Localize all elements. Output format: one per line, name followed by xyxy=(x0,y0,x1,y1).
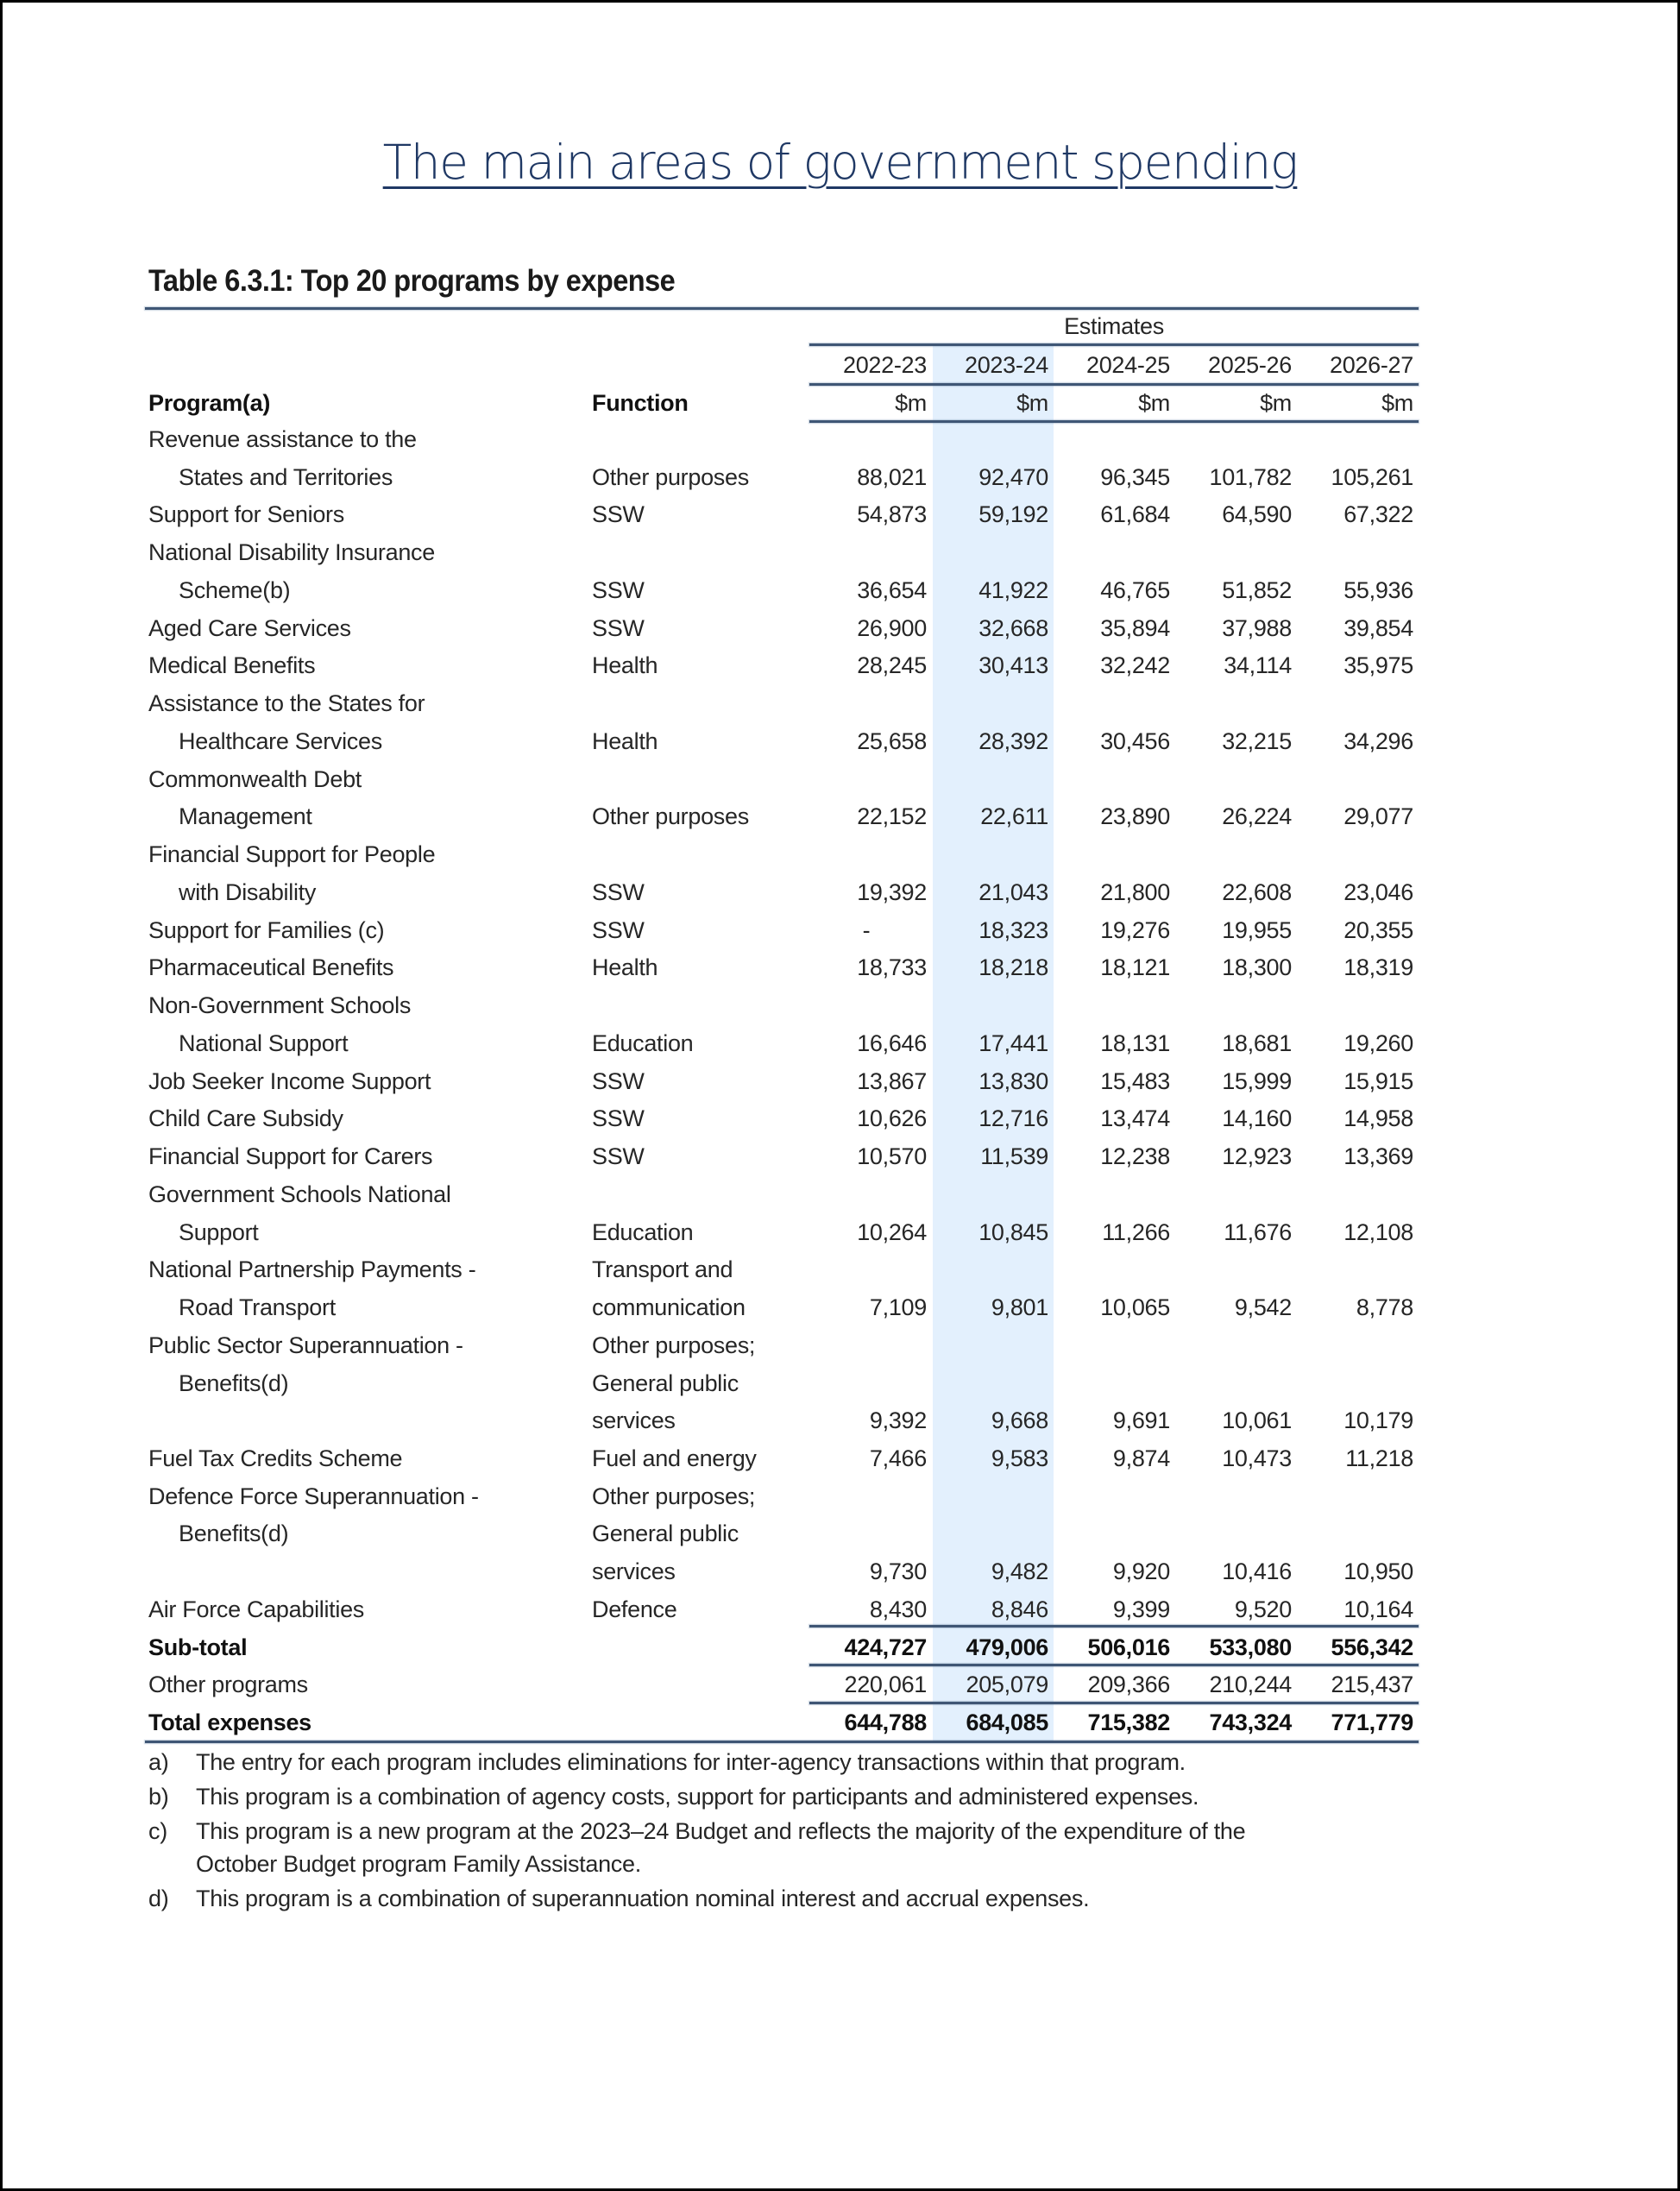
program-name-line: Revenue assistance to the xyxy=(148,426,417,452)
subtotal-value: 556,342 xyxy=(1331,1634,1413,1660)
value-2025-26: 11,676 xyxy=(1224,1218,1292,1245)
value-2025-26: 12,923 xyxy=(1222,1143,1292,1170)
value-2025-26: 10,416 xyxy=(1222,1558,1292,1585)
value-2025-26: 15,999 xyxy=(1222,1067,1292,1094)
value-2025-26: 51,852 xyxy=(1222,576,1292,603)
page-title-text: The main areas of government spending xyxy=(382,135,1298,190)
column-header-function: Function xyxy=(592,390,689,416)
value-2022-23: - xyxy=(862,916,871,943)
other-programs-value: 205,079 xyxy=(966,1672,1048,1698)
value-2024-25: 12,238 xyxy=(1100,1143,1170,1170)
footnote-label: b) xyxy=(148,1784,169,1810)
value-2026-27: 8,778 xyxy=(1356,1294,1413,1321)
unit-header-2023-24: $m xyxy=(1016,390,1048,416)
program-function-line: SSW xyxy=(592,1105,645,1132)
value-2022-23: 26,900 xyxy=(857,614,927,641)
program-function-line: Other purposes xyxy=(592,803,749,830)
program-name-line: National Partnership Payments - xyxy=(148,1256,476,1283)
value-2026-27: 10,179 xyxy=(1343,1407,1413,1434)
program-name-line: Support xyxy=(179,1218,259,1245)
value-2023-24: 9,801 xyxy=(991,1294,1048,1321)
value-2022-23: 9,730 xyxy=(869,1558,927,1585)
value-2026-27: 12,108 xyxy=(1343,1218,1413,1245)
value-2023-24: 28,392 xyxy=(978,727,1048,754)
value-2022-23: 19,392 xyxy=(857,878,927,905)
value-2023-24: 32,668 xyxy=(978,614,1048,641)
value-2026-27: 14,958 xyxy=(1343,1105,1413,1132)
value-2026-27: 20,355 xyxy=(1343,916,1413,943)
value-2025-26: 9,520 xyxy=(1234,1596,1292,1622)
value-2025-26: 22,608 xyxy=(1222,878,1292,905)
value-2022-23: 10,264 xyxy=(857,1218,927,1245)
footnote-text: This program is a new program at the 2023–24 Budget and reflects the majority of the expenditure of the xyxy=(196,1818,1246,1844)
subtotal-value: 506,016 xyxy=(1087,1634,1170,1660)
program-name-line: Financial Support for Carers xyxy=(148,1143,433,1170)
other-programs-value: 215,437 xyxy=(1331,1672,1413,1698)
program-name-line: Management xyxy=(179,803,312,830)
value-2023-24: 9,668 xyxy=(991,1407,1048,1434)
value-2023-24: 18,218 xyxy=(978,954,1048,981)
program-function-line: Education xyxy=(592,1218,694,1245)
program-name-line: National Support xyxy=(179,1029,349,1056)
program-name-line: Scheme(b) xyxy=(179,576,291,603)
value-2023-24: 18,323 xyxy=(978,916,1048,943)
program-name-line: Public Sector Superannuation - xyxy=(148,1332,463,1358)
unit-header-2024-25: $m xyxy=(1138,390,1170,416)
subtotal-value: 533,080 xyxy=(1209,1634,1292,1660)
value-2024-25: 15,483 xyxy=(1100,1067,1170,1094)
page-title xyxy=(0,128,1680,197)
value-2025-26: 37,988 xyxy=(1222,614,1292,641)
program-function-line: SSW xyxy=(592,878,645,905)
value-2023-24: 41,922 xyxy=(978,576,1048,603)
value-2023-24: 12,716 xyxy=(978,1105,1048,1132)
program-name-line: Aged Care Services xyxy=(148,614,351,641)
value-2023-24: 9,482 xyxy=(991,1558,1048,1585)
value-2023-24: 8,846 xyxy=(991,1596,1048,1622)
footnote-text: The entry for each program includes eliminations for inter-agency transactions within that program. xyxy=(196,1749,1186,1775)
total-value: 644,788 xyxy=(844,1709,927,1736)
value-2026-27: 13,369 xyxy=(1343,1143,1413,1170)
value-2026-27: 105,261 xyxy=(1331,463,1413,490)
value-2024-25: 13,474 xyxy=(1100,1105,1170,1132)
program-function-line: Transport and xyxy=(592,1256,733,1283)
subtotal-value: 424,727 xyxy=(844,1634,927,1660)
footnote-text: This program is a combination of superannuation nominal interest and accrual expenses. xyxy=(196,1886,1090,1911)
unit-header-2025-26: $m xyxy=(1260,390,1292,416)
value-2023-24: 17,441 xyxy=(978,1029,1048,1056)
program-name-line: Road Transport xyxy=(179,1294,336,1321)
program-function-line: services xyxy=(592,1558,676,1585)
footnote-text: October Budget program Family Assistance. xyxy=(196,1851,641,1877)
program-function-line: Health xyxy=(592,954,658,981)
program-function-line: Other purposes xyxy=(592,463,749,490)
program-name-line: Child Care Subsidy xyxy=(148,1105,343,1132)
value-2022-23: 10,570 xyxy=(857,1143,927,1170)
program-name-line: Medical Benefits xyxy=(148,652,316,679)
value-2023-24: 22,611 xyxy=(980,803,1048,830)
program-name-line: Benefits(d) xyxy=(179,1520,289,1547)
footnote-label: c) xyxy=(148,1818,167,1844)
program-function-line: services xyxy=(592,1407,676,1434)
program-name-line: Government Schools National xyxy=(148,1180,451,1207)
program-function-line: communication xyxy=(592,1294,746,1321)
value-2023-24: 92,470 xyxy=(978,463,1048,490)
value-2024-25: 11,266 xyxy=(1102,1218,1170,1245)
program-function-line: SSW xyxy=(592,576,645,603)
value-2024-25: 96,345 xyxy=(1100,463,1170,490)
value-2022-23: 36,654 xyxy=(857,576,927,603)
value-2022-23: 25,658 xyxy=(857,727,927,754)
year-header-2026-27: 2026-27 xyxy=(1330,352,1413,378)
value-2025-26: 26,224 xyxy=(1222,803,1292,830)
value-2026-27: 23,046 xyxy=(1343,878,1413,905)
program-function-line: SSW xyxy=(592,1143,645,1170)
subtotal-top-rule xyxy=(809,1625,1419,1628)
value-2025-26: 14,160 xyxy=(1222,1105,1292,1132)
value-2024-25: 30,456 xyxy=(1100,727,1170,754)
value-2022-23: 54,873 xyxy=(857,501,927,528)
value-2022-23: 22,152 xyxy=(857,803,927,830)
value-2024-25: 9,920 xyxy=(1112,1558,1170,1585)
value-2025-26: 10,473 xyxy=(1222,1445,1292,1471)
program-name-line: Commonwealth Debt xyxy=(148,765,362,792)
total-value: 743,324 xyxy=(1209,1709,1292,1736)
value-2025-26: 32,215 xyxy=(1222,727,1292,754)
value-2026-27: 10,164 xyxy=(1343,1596,1413,1622)
program-function-line: Health xyxy=(592,652,658,679)
estimates-header: Estimates xyxy=(1064,313,1164,339)
footnote-label: a) xyxy=(148,1749,169,1775)
value-2026-27: 67,322 xyxy=(1343,501,1413,528)
program-function-line: Education xyxy=(592,1029,694,1056)
footnote-label: d) xyxy=(148,1886,169,1911)
value-2026-27: 18,319 xyxy=(1343,954,1413,981)
other-programs-value: 210,244 xyxy=(1209,1672,1292,1698)
program-function-line: SSW xyxy=(592,1067,645,1094)
value-2022-23: 28,245 xyxy=(857,652,927,679)
value-2026-27: 19,260 xyxy=(1343,1029,1413,1056)
program-name-line: Support for Seniors xyxy=(148,501,344,528)
program-name-line: Financial Support for People xyxy=(148,841,436,868)
value-2024-25: 21,800 xyxy=(1100,878,1170,905)
program-name-line: States and Territories xyxy=(179,463,393,490)
program-function-line: SSW xyxy=(592,501,645,528)
program-name-line: Non-Government Schools xyxy=(148,992,412,1019)
value-2024-25: 46,765 xyxy=(1100,576,1170,603)
program-name-line: with Disability xyxy=(179,878,317,905)
value-2022-23: 18,733 xyxy=(857,954,927,981)
value-2024-25: 9,691 xyxy=(1112,1407,1170,1434)
program-function-line: General public xyxy=(592,1520,739,1547)
value-2024-25: 32,242 xyxy=(1100,652,1170,679)
value-2023-24: 9,583 xyxy=(991,1445,1048,1471)
program-name-line: Fuel Tax Credits Scheme xyxy=(148,1445,403,1471)
value-2024-25: 9,874 xyxy=(1112,1445,1170,1471)
value-2022-23: 10,626 xyxy=(857,1105,927,1132)
program-function-line: SSW xyxy=(592,916,645,943)
program-name-line: Defence Force Superannuation - xyxy=(148,1483,479,1509)
program-name-line: Assistance to the States for xyxy=(148,690,425,717)
subtotal-value: 479,006 xyxy=(966,1634,1048,1660)
program-name-line: Healthcare Services xyxy=(179,727,382,754)
value-2024-25: 23,890 xyxy=(1100,803,1170,830)
total-value: 771,779 xyxy=(1331,1709,1413,1736)
program-name-line: Support for Families (c) xyxy=(148,916,385,943)
value-2026-27: 55,936 xyxy=(1343,576,1413,603)
value-2022-23: 13,867 xyxy=(857,1067,927,1094)
footnote-text: This program is a combination of agency costs, support for participants and administered expenses. xyxy=(196,1784,1199,1810)
program-name-line: Pharmaceutical Benefits xyxy=(148,954,394,981)
value-2026-27: 11,218 xyxy=(1345,1445,1413,1471)
value-2023-24: 21,043 xyxy=(978,878,1048,905)
value-2023-24: 59,192 xyxy=(978,501,1048,528)
program-function-line: Defence xyxy=(592,1596,677,1622)
value-2026-27: 34,296 xyxy=(1343,727,1413,754)
value-2025-26: 10,061 xyxy=(1222,1407,1292,1434)
program-name-line: Air Force Capabilities xyxy=(148,1596,364,1622)
value-2025-26: 9,542 xyxy=(1234,1294,1292,1321)
value-2024-25: 35,894 xyxy=(1100,614,1170,641)
table-title: Table 6.3.1: Top 20 programs by expense xyxy=(148,264,676,298)
unit-header-2022-23: $m xyxy=(895,390,927,416)
value-2026-27: 15,915 xyxy=(1343,1067,1413,1094)
program-function-line: Other purposes; xyxy=(592,1332,756,1358)
program-name-line: Job Seeker Income Support xyxy=(148,1067,431,1094)
value-2025-26: 64,590 xyxy=(1222,501,1292,528)
value-2025-26: 101,782 xyxy=(1209,463,1292,490)
value-2022-23: 9,392 xyxy=(869,1407,927,1434)
value-2022-23: 16,646 xyxy=(857,1029,927,1056)
subtotal-label: Sub-total xyxy=(148,1634,248,1660)
program-name-line: Benefits(d) xyxy=(179,1369,289,1396)
table-bottom-rule xyxy=(145,1741,1419,1743)
value-2024-25: 9,399 xyxy=(1112,1596,1170,1622)
program-function-line: SSW xyxy=(592,614,645,641)
value-2024-25: 19,276 xyxy=(1100,916,1170,943)
value-2024-25: 61,684 xyxy=(1100,501,1170,528)
year-header-2023-24: 2023-24 xyxy=(965,352,1048,378)
total-value: 684,085 xyxy=(966,1709,1048,1736)
value-2023-24: 13,830 xyxy=(978,1067,1048,1094)
value-2025-26: 19,955 xyxy=(1222,916,1292,943)
value-2026-27: 35,975 xyxy=(1343,652,1413,679)
value-2026-27: 29,077 xyxy=(1343,803,1413,830)
value-2023-24: 30,413 xyxy=(978,652,1048,679)
program-name-line: National Disability Insurance xyxy=(148,539,435,566)
value-2025-26: 18,681 xyxy=(1222,1029,1292,1056)
value-2022-23: 7,109 xyxy=(869,1294,927,1321)
value-2024-25: 18,121 xyxy=(1100,954,1170,981)
value-2022-23: 8,430 xyxy=(869,1596,927,1622)
year-header-2022-23: 2022-23 xyxy=(843,352,927,378)
value-2026-27: 39,854 xyxy=(1343,614,1413,641)
value-2023-24: 11,539 xyxy=(980,1143,1048,1170)
program-function-line: Fuel and energy xyxy=(592,1445,757,1471)
other-programs-value: 209,366 xyxy=(1087,1672,1170,1698)
value-2026-27: 10,950 xyxy=(1343,1558,1413,1585)
value-2025-26: 18,300 xyxy=(1222,954,1292,981)
program-function-line: Health xyxy=(592,727,658,754)
value-2024-25: 10,065 xyxy=(1100,1294,1170,1321)
value-2022-23: 7,466 xyxy=(869,1445,927,1471)
total-label: Total expenses xyxy=(148,1709,311,1736)
value-2024-25: 18,131 xyxy=(1100,1029,1170,1056)
value-2023-24: 10,845 xyxy=(978,1218,1048,1245)
column-header-program: Program(a) xyxy=(148,390,271,416)
value-2022-23: 88,021 xyxy=(857,463,927,490)
total-value: 715,382 xyxy=(1087,1709,1170,1736)
year-header-2025-26: 2025-26 xyxy=(1208,352,1292,378)
program-function-line: General public xyxy=(592,1369,739,1396)
unit-header-2026-27: $m xyxy=(1381,390,1413,416)
other-programs-value: 220,061 xyxy=(844,1672,927,1698)
program-function-line: Other purposes; xyxy=(592,1483,756,1509)
other-programs-label: Other programs xyxy=(148,1672,308,1698)
value-2025-26: 34,114 xyxy=(1224,652,1292,679)
year-header-2024-25: 2024-25 xyxy=(1086,352,1170,378)
